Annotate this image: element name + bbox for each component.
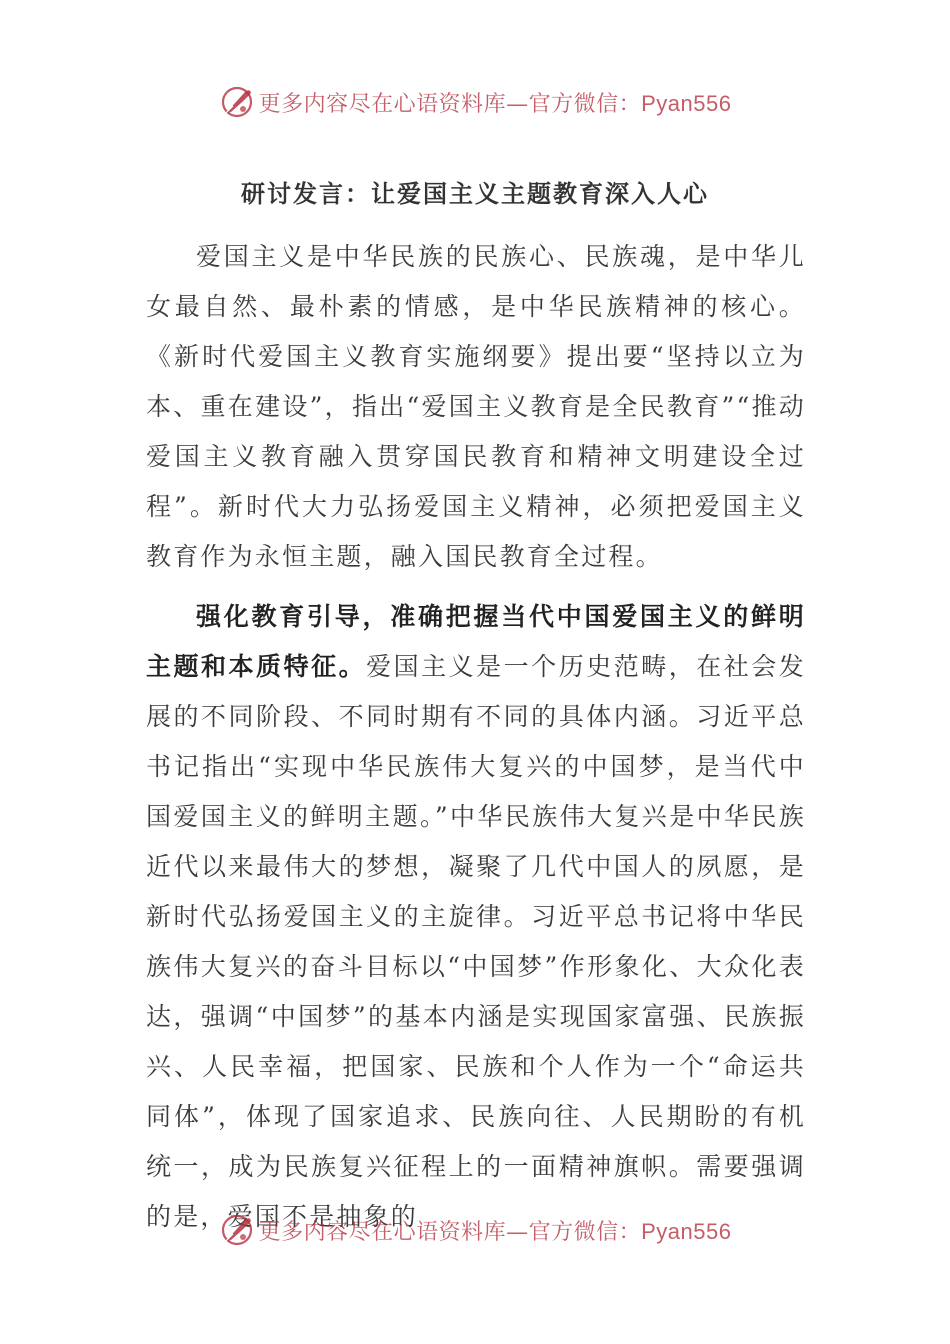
footer-watermark-banner [0, 1208, 950, 1252]
header-watermark-banner [0, 80, 950, 124]
quill-pen-circle-icon [219, 84, 255, 120]
header-wechat-id: Pyan556 [641, 90, 732, 116]
footer-watermark-text: 更多内容尽在心语资料库—官方微信：Pyan556 [258, 1218, 732, 1245]
paragraph-1: 爱国主义是中华民族的民族心、民族魂，是中华儿女最自然、最朴素的情感，是中华民族精神的核心。《新时代爱国主义教育实施纲要》提出要“坚持以立为本、重在建设”，指出“爱国主义教育是全民教育”“推动爱国主义教育融入贯穿国民教育和精神文明建设全过程”。新时代大力弘扬爱国主义精神，必须把爱国主义教育作为永恒主题，融入国民教育全过程。 [146, 242, 806, 571]
paragraph-2 [146, 592, 806, 1242]
header-watermark-text: 更多内容尽在心语资料库—官方微信：Pyan556 [258, 90, 732, 117]
footer-wechat-id: Pyan556 [641, 1218, 732, 1244]
paragraph-2-lead: 强化教育引导，准确把握当代中国爱国主义的鲜明主题和本质特征。 [146, 602, 806, 681]
document-title: 研讨发言：让爱国主义主题教育深入人心 [241, 179, 709, 208]
quill-pen-circle-icon [219, 1212, 255, 1248]
paragraph-2-body: 爱国主义是一个历史范畴，在社会发展的不同阶段、不同时期有不同的具体内涵。习近平总书记指出“实现中华民族伟大复兴的中国梦，是当代中国爱国主义的鲜明主题。”中华民族伟大复兴是中华民族近代以来最伟大的梦想，凝聚了几代中国人的夙愿，是新时代弘扬爱国主义的主旋律。习近平总书记将中华民族伟大复兴的奋斗目标以“中国梦”作形象化、大众化表达，强调“中国梦”的基本内涵是实现国家富强、民族振兴、人民幸福，把国家、民族和个人作为一个“命运共同体”，体现了国家追求、民族向往、人民期盼的有机统一，成为民族复兴征程上的一面精神旗帜。需要强调的是，爱国不是抽象的 [146, 652, 806, 1231]
